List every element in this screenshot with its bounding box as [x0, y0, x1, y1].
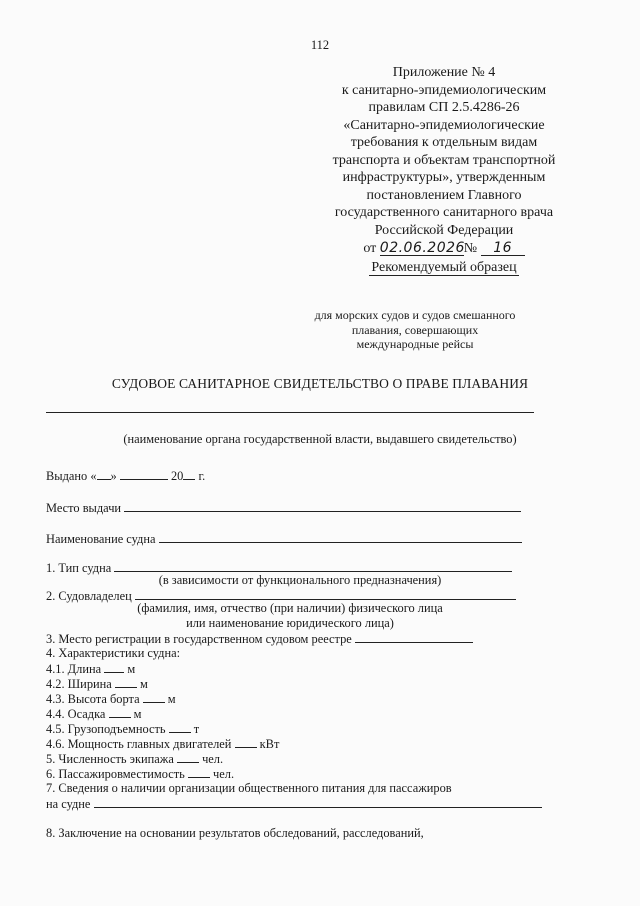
width-unit: м [140, 677, 148, 691]
issuer-caption: (наименование органа государственной власти, выдавшего свидетельство) [123, 432, 517, 446]
appendix-line: инфраструктуры», утвержденным [342, 170, 546, 185]
draft-row [46, 706, 141, 722]
appendix-line: Приложение № 4 [392, 65, 496, 80]
appendix-block [318, 64, 570, 276]
issued-day-field[interactable] [97, 468, 111, 480]
height-row [46, 691, 176, 707]
length-label: 4.1. Длина [46, 662, 102, 676]
draft-unit: м [133, 707, 142, 721]
passengers-unit: чел. [213, 767, 235, 781]
crew-row [46, 751, 223, 767]
appendix-line: «Санитарно-эпидемиологические [343, 117, 545, 133]
catering-row-1: 7. Сведения о наличии организации общественного питания для пассажиров [46, 781, 452, 795]
capacity-unit: т [193, 722, 200, 736]
passengers-row [46, 766, 234, 782]
length-field[interactable] [104, 661, 124, 673]
width-label: 4.2. Ширина [46, 677, 112, 691]
number-prefix: № [463, 241, 478, 256]
power-field[interactable] [235, 736, 257, 748]
type-field[interactable] [114, 560, 512, 572]
scope-line: для морских судов и судов смешанного [314, 308, 516, 322]
owner-field[interactable] [135, 588, 516, 600]
appendix-line: правилам СП 2.5.4286-26 [368, 100, 520, 115]
type-caption: (в зависимости от функционального предназначения) [158, 573, 442, 587]
vessel-name-row [46, 531, 522, 547]
draft-field[interactable] [109, 706, 131, 718]
capacity-field[interactable] [169, 721, 191, 733]
document-title: СУДОВОЕ САНИТАРНОЕ СВИДЕТЕЛЬСТВО О ПРАВЕ ПЛАВАНИЯ [111, 376, 529, 391]
conclusion-row: 8. Заключение на основании результатов обследований, расследований, [46, 826, 424, 840]
appendix-line: государственного санитарного врача [334, 205, 554, 220]
appendix-line: требования к отдельным видам [350, 135, 538, 150]
registry-row [46, 631, 473, 647]
scope-line: плавания, совершающих [351, 322, 479, 337]
scope-note [290, 308, 540, 352]
crew-field[interactable] [177, 751, 199, 763]
sample-note-text: Рекомендуемый образец [371, 259, 517, 275]
registry-label: 3. Место регистрации в государственном судовом реестре [46, 632, 352, 646]
vessel-name-label: Наименование судна [46, 532, 156, 546]
catering-field[interactable] [94, 796, 542, 808]
issued-year-field[interactable] [183, 468, 195, 480]
owner-label: 2. Судовладелец [46, 589, 132, 603]
type-label: 1. Тип судна [46, 561, 112, 575]
power-label: 4.6. Мощность главных двигателей [46, 737, 232, 751]
issuer-line[interactable] [46, 412, 534, 413]
power-unit: кВт [259, 737, 280, 751]
power-row [46, 736, 279, 752]
height-field[interactable] [143, 691, 165, 703]
place-row [46, 500, 521, 516]
appendix-line: транспорта и объектам транспортной [332, 152, 556, 168]
issued-year-prefix: 20 [170, 469, 184, 483]
height-label: 4.3. Высота борта [46, 692, 140, 706]
owner-caption-1: (фамилия, имя, отчество (при наличии) физического лица [137, 601, 443, 615]
capacity-label: 4.5. Грузоподъемность [46, 722, 166, 736]
draft-label: 4.4. Осадка [46, 707, 106, 721]
vessel-name-field[interactable] [159, 531, 522, 543]
owner-caption-2: или наименование юридического лица) [186, 616, 394, 630]
height-unit: м [167, 692, 176, 706]
issued-prefix: Выдано « [46, 469, 97, 483]
length-row [46, 661, 135, 677]
width-field[interactable] [115, 676, 137, 688]
crew-unit: чел. [202, 752, 224, 766]
length-unit: м [127, 662, 136, 676]
registry-field[interactable] [355, 631, 473, 643]
issued-month-field[interactable] [120, 468, 168, 480]
date-prefix: от [363, 241, 377, 256]
appendix-line: постановлением Главного [366, 187, 522, 203]
catering-row-2 [46, 796, 542, 812]
scope-line: международные рейсы [356, 337, 474, 351]
width-row [46, 676, 148, 692]
issued-suffix: г. [198, 469, 206, 483]
handwritten-date: 02.06.2026 [379, 240, 465, 256]
place-field[interactable] [124, 500, 521, 512]
passengers-field[interactable] [188, 766, 210, 778]
appendix-line: к санитарно-эпидемиологическим [341, 82, 547, 98]
place-label: Место выдачи [46, 501, 122, 515]
passengers-label: 6. Пассажировместимость [46, 767, 185, 781]
appendix-line: Российской Федерации [374, 222, 514, 238]
page-number: 112 [310, 38, 330, 52]
handwritten-number: 16 [481, 241, 525, 256]
issued-mid: » [110, 469, 117, 483]
issued-row [46, 468, 205, 484]
crew-label: 5. Численность экипажа [46, 752, 174, 766]
catering-label-2: на судне [46, 797, 91, 811]
characteristics-heading: 4. Характеристики судна: [46, 646, 181, 660]
sample-note [318, 259, 570, 277]
approval-date-line [318, 240, 570, 258]
capacity-row [46, 721, 199, 737]
